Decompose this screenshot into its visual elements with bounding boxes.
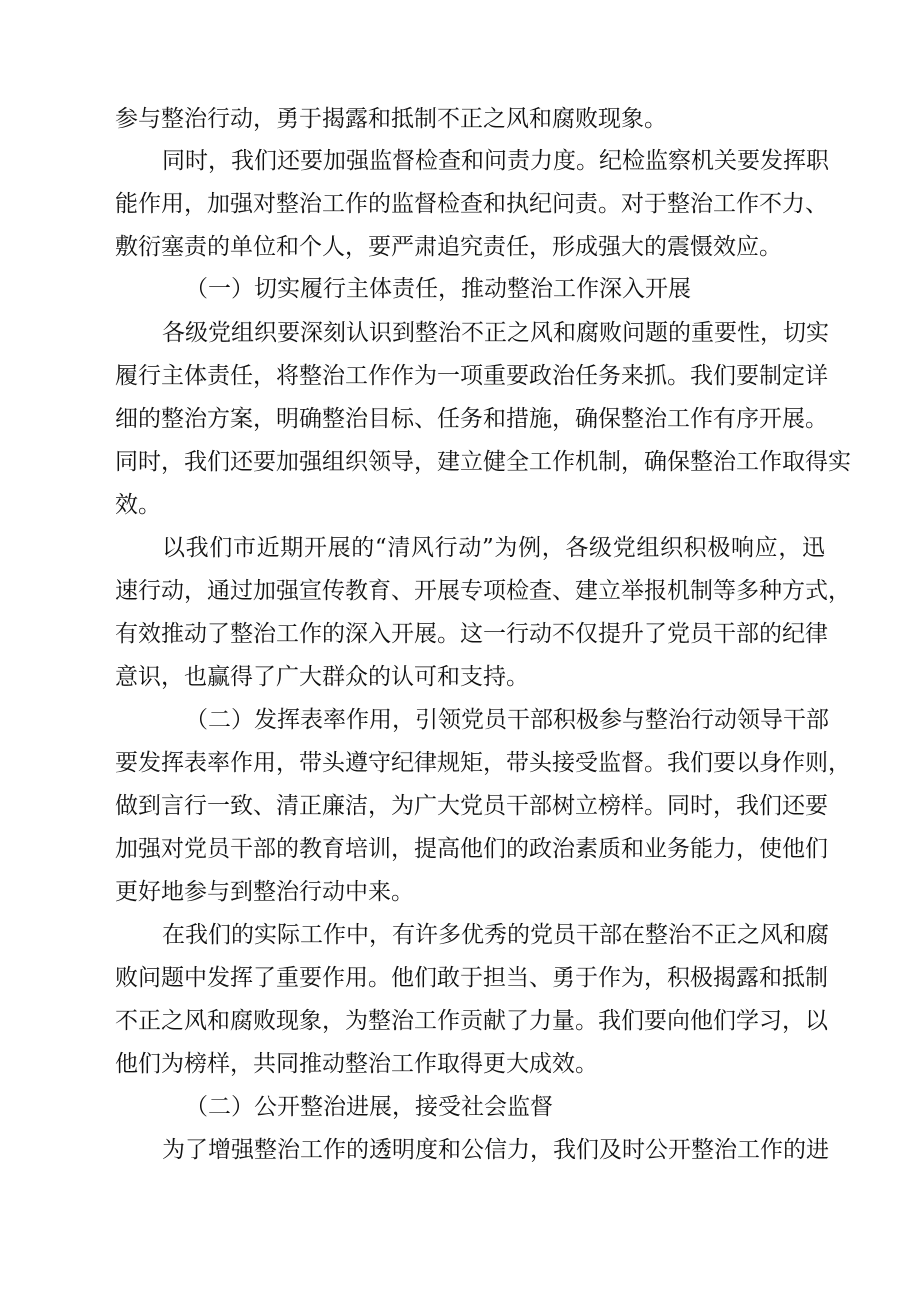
text-line: 不正之风和腐败现象，为整治工作贡献了力量。我们要向他们学习，以	[115, 1008, 828, 1034]
text-line: 意识，也赢得了广大群众的认可和支持。	[115, 664, 529, 690]
section-heading: （二）发挥表率作用，引领党员干部积极参与整治行动领导干部	[185, 707, 829, 733]
text-line: 履行主体责任，将整治工作作为一项重要政治任务来抓。我们要制定详	[115, 363, 828, 389]
text-line: 败问题中发挥了重要作用。他们敢于担当、勇于作为，积极揭露和抵制	[115, 965, 828, 991]
text-line: 同时，我们还要加强组织领导，建立健全工作机制，确保整治工作取得实	[115, 449, 851, 475]
text-line: 有效推动了整治工作的深入开展。这一行动不仅提升了党员干部的纪律	[115, 621, 828, 647]
text-line: 更好地参与到整治行动中来。	[115, 879, 414, 905]
text-line: 细的整治方案，明确整治目标、任务和措施，确保整治工作有序开展。	[115, 406, 828, 432]
text-line: 为了增强整治工作的透明度和公信力，我们及时公开整治工作的进	[162, 1137, 829, 1163]
text-line: 能作用，加强对整治工作的监督检查和执纪问责。对于整治工作不力、	[115, 191, 828, 217]
text-line: 加强对党员干部的教育培训，提高他们的政治素质和业务能力，使他们	[115, 836, 828, 862]
text-line: 参与整治行动，勇于揭露和抵制不正之风和腐败现象。	[115, 106, 667, 132]
text-line: 要发挥表率作用，带头遵守纪律规矩，带头接受监督。我们要以身作则，	[115, 750, 851, 776]
text-line: 效。	[115, 492, 161, 518]
section-heading: （一）切实履行主体责任，推动整治工作深入开展	[185, 276, 691, 302]
text-line: 敷衍塞责的单位和个人，要严肃追究责任，形成强大的震慑效应。	[115, 234, 782, 260]
text-line: 他们为榜样，共同推动整治工作取得更大成效。	[115, 1051, 598, 1077]
text-line: 同时，我们还要加强监督检查和问责力度。纪检监察机关要发挥职	[162, 148, 829, 174]
text-line: 各级党组织要深刻认识到整治不正之风和腐败问题的重要性，切实	[162, 320, 829, 346]
text-line: 在我们的实际工作中，有许多优秀的党员干部在整治不正之风和腐	[162, 922, 829, 948]
text-line: 以我们市近期开展的“清风行动”为例，各级党组织积极响应，迅	[162, 535, 825, 561]
section-heading: （二）公开整治进展，接受社会监督	[185, 1094, 553, 1120]
text-line: 速行动，通过加强宣传教育、开展专项检查、建立举报机制等多种方式，	[115, 578, 851, 604]
text-line: 做到言行一致、清正廉洁，为广大党员干部树立榜样。同时，我们还要	[115, 793, 828, 819]
